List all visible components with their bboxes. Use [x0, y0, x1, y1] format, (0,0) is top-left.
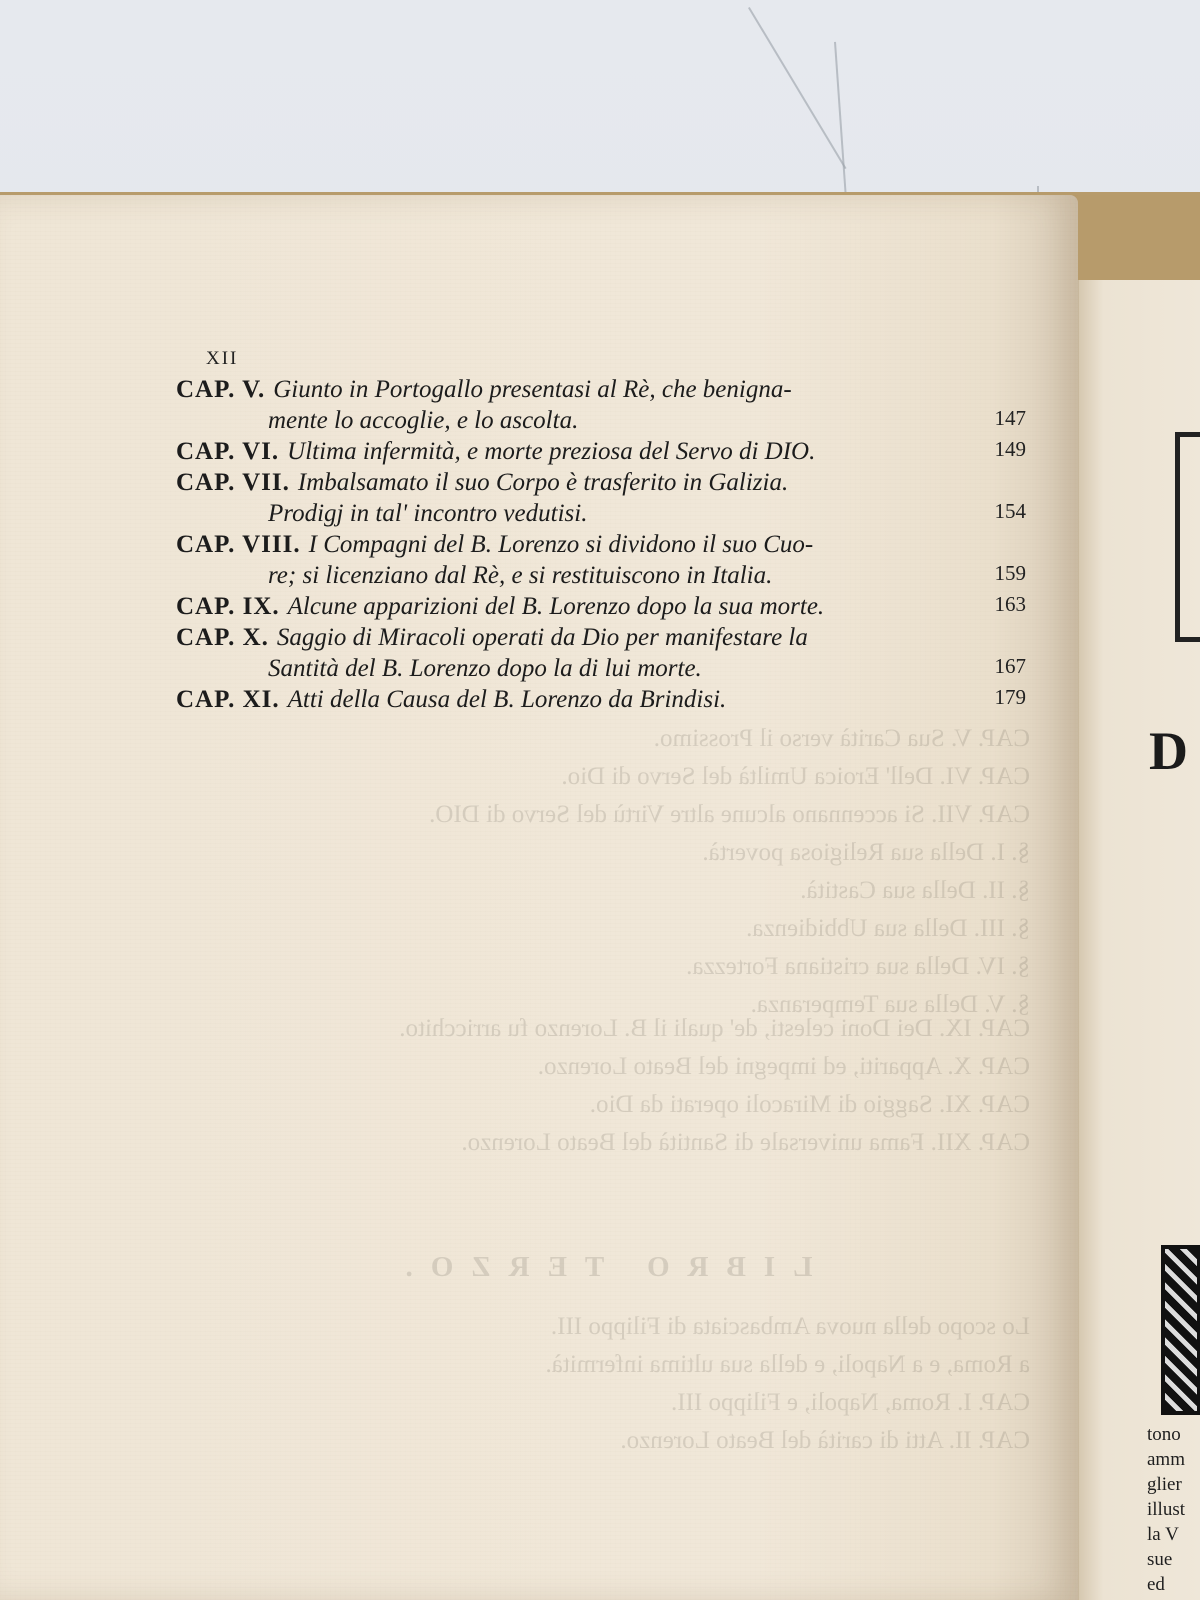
chapter-title-continuation: Santità del B. Lorenzo dopo la di lui morte.: [268, 655, 702, 682]
toc-entry: [176, 436, 1026, 467]
chapter-page-number: 149: [994, 437, 1026, 461]
chapter-page-number: 159: [994, 561, 1026, 585]
chapter-title: Giunto in Portogallo presentasi al Rè, che benigna-: [273, 376, 792, 403]
right-page-fragments: [1147, 1422, 1200, 1597]
page-number: XII: [206, 348, 239, 369]
background-scratch: [834, 42, 847, 200]
chapter-page-number: 147: [994, 406, 1026, 430]
chapter-title-continuation: Prodigj in tal' incontro vedutisi.: [268, 500, 588, 527]
background-scratch: [748, 7, 847, 169]
chapter-title: I Compagni del B. Lorenzo si dividono il suo Cuo-: [308, 531, 814, 558]
show-through-heading: LIBRO TERZO.: [387, 1251, 813, 1283]
chapter-label: CAP. VIII.: [176, 531, 301, 558]
chapter-label: CAP. V.: [176, 376, 266, 403]
chapter-title-continuation: re; si licenziano dal Rè, e si restituiscono in Italia.: [268, 562, 773, 589]
right-page-fragment: sue: [1147, 1549, 1173, 1570]
right-page-fragment: tono: [1147, 1424, 1181, 1445]
chapter-label: CAP. X.: [176, 624, 269, 651]
right-book-page: [1078, 280, 1200, 1600]
chapter-title: Ultima infermità, e morte preziosa del Servo di DIO.: [287, 438, 816, 465]
toc-entry: [176, 684, 1026, 715]
toc-entry: [176, 467, 1026, 529]
chapter-page-number: 167: [994, 654, 1026, 678]
right-page-initial: D: [1149, 721, 1188, 781]
chapter-page-number: 154: [994, 499, 1026, 523]
decorative-ornament: [1161, 1245, 1200, 1415]
chapter-title-continuation: mente lo accoglie, e lo ascolta.: [268, 407, 579, 434]
right-page-frame: [1175, 432, 1200, 642]
toc-entry: [176, 622, 1026, 684]
right-page-fragment: glier: [1147, 1474, 1182, 1495]
chapter-title: Saggio di Miracoli operati da Dio per manifestare la: [276, 624, 808, 651]
toc-entry: [176, 591, 1026, 622]
chapter-page-number: 179: [994, 685, 1026, 709]
show-through-text: CAP. V. Sua Carità verso il Prossimo. CAP. VI. Dell' Eroica Umiltà del Servo di Dio. CAP. VII. Si accennano alcune altre Virtù del Servo di DIO. §. I. Della sua Religiosa povertà. §. II. Della sua Castità. §. III. Della sua Ubbidienza. §. IV. Della sua cristiana Fortezza. §. V. Della sua Temperanza.: [429, 725, 1030, 1018]
chapter-title: Alcune apparizioni del B. Lorenzo dopo la sua morte.: [287, 593, 825, 620]
right-page-fragment: illust: [1147, 1499, 1186, 1520]
chapter-label: CAP. VI.: [176, 438, 280, 465]
table-of-contents: [176, 374, 1026, 715]
show-through-text: Lo scopo della nuova Ambasciata di Filippo III. a Roma, e a Napoli, e della sua ultima infermità. CAP. I. Roma, Napoli, e Filippo III. CAP. II. Atti di carità del Beato Lorenzo.: [545, 1313, 1030, 1454]
right-page-fragment: amm: [1147, 1449, 1185, 1470]
right-page-fragment: la V: [1147, 1524, 1179, 1545]
chapter-title: Imbalsamato il suo Corpo è trasferito in Galizia.: [297, 469, 789, 496]
toc-entry: [176, 529, 1026, 591]
right-page-fragment: ed: [1147, 1574, 1165, 1595]
chapter-label: CAP. XI.: [176, 686, 280, 713]
chapter-label: CAP. VII.: [176, 469, 290, 496]
chapter-title: Atti della Causa del B. Lorenzo da Brindisi.: [287, 686, 727, 713]
toc-entry: [176, 374, 1026, 436]
chapter-page-number: 163: [994, 592, 1026, 616]
chapter-label: CAP. IX.: [176, 593, 280, 620]
show-through-text: CAP. IX. Dei Doni celesti, de' quali il B. Lorenzo fu arricchito. CAP. X. Appariti, ed impegni del Beato Lorenzo. CAP. XI. Saggio di Miracoli operati da Dio. CAP. XII. Fama universale di Santità del Beato Lorenzo.: [399, 1015, 1030, 1156]
